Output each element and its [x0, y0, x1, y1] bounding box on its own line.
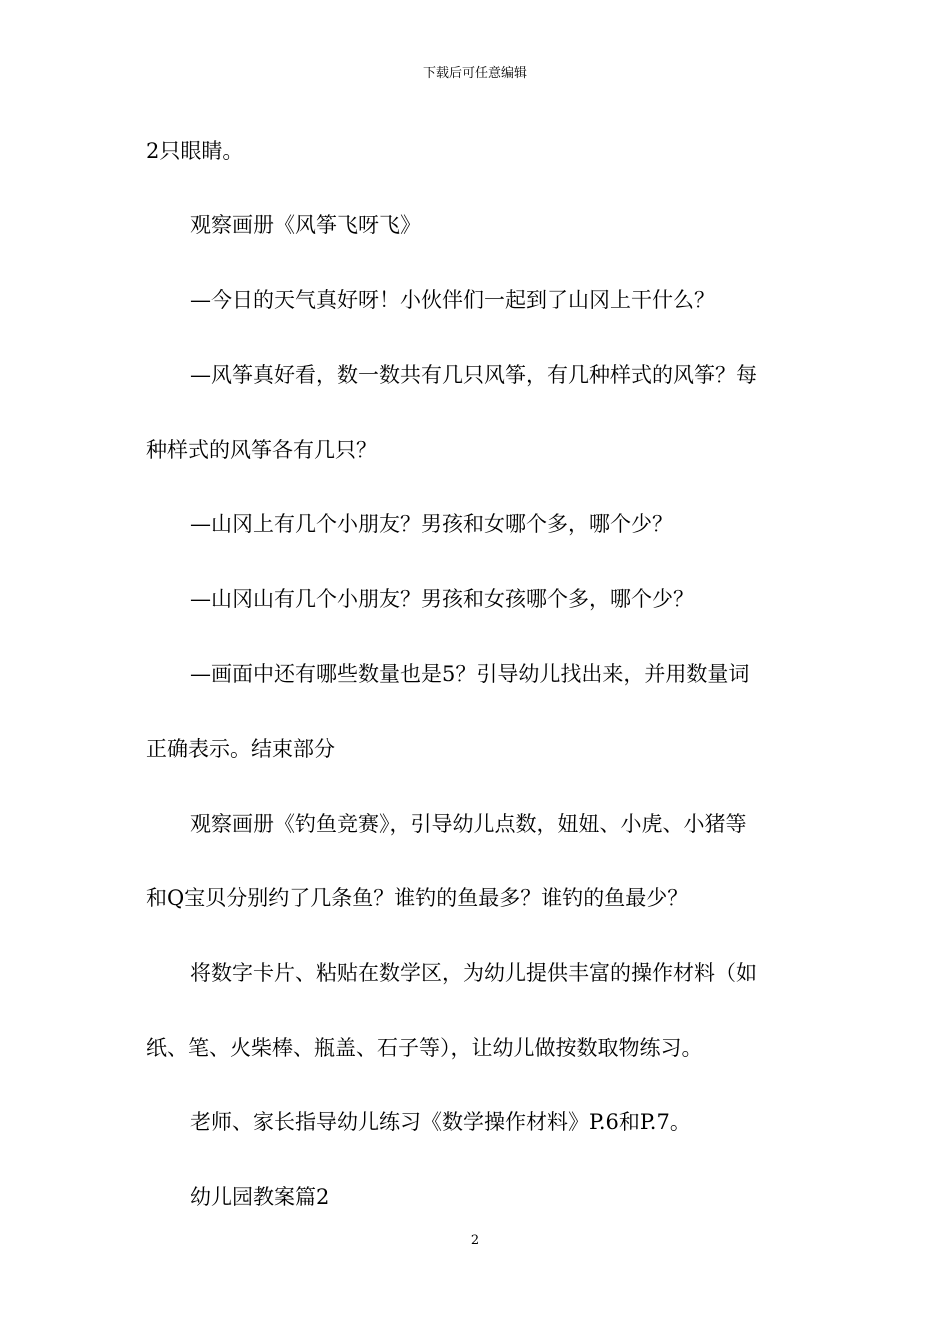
paragraph-line: 观察画册《钓鱼竞赛》，引导幼儿点数，妞妞、小虎、小猪等	[190, 812, 747, 836]
paragraph-line: —今日的天气真好呀！小伙伴们一起到了山冈上干什么？	[190, 288, 715, 312]
paragraph-line: 和Q宝贝分别约了几条鱼？谁钓的鱼最多？谁钓的鱼最少？	[146, 886, 689, 910]
paragraph-line: 正确表示。结束部分	[146, 737, 335, 761]
paragraph-line: —画面中还有哪些数量也是5？引导幼儿找出来，并用数量词	[190, 662, 750, 686]
paragraph-line: —山冈山有几个小朋友？男孩和女孩哪个多，哪个少？	[190, 587, 694, 611]
paragraph-line: 纸、笔、火柴棒、瓶盖、石子等），让幼儿做按数取物练习。	[146, 1036, 703, 1060]
header-note: 下载后可任意编辑	[422, 66, 527, 81]
paragraph-line: 2只眼睛。	[146, 139, 244, 163]
paragraph-line: —风筝真好看，数一数共有几只风筝，有几种样式的风筝？每	[190, 363, 757, 387]
paragraph-line: 将数字卡片、粘贴在数学区，为幼儿提供丰富的操作材料（如	[190, 961, 757, 985]
paragraph-line: 观察画册《风筝飞呀飞》	[190, 213, 421, 237]
page-number: 2	[470, 1233, 480, 1248]
paragraph-line: 老师、家长指导幼儿练习《数学操作材料》P.6和P.7。	[190, 1110, 691, 1134]
paragraph-line: 种样式的风筝各有几只？	[146, 438, 377, 462]
paragraph-line: —山冈上有几个小朋友？男孩和女哪个多，哪个少？	[190, 512, 673, 536]
section-heading: 幼儿园教案篇2	[190, 1185, 330, 1209]
